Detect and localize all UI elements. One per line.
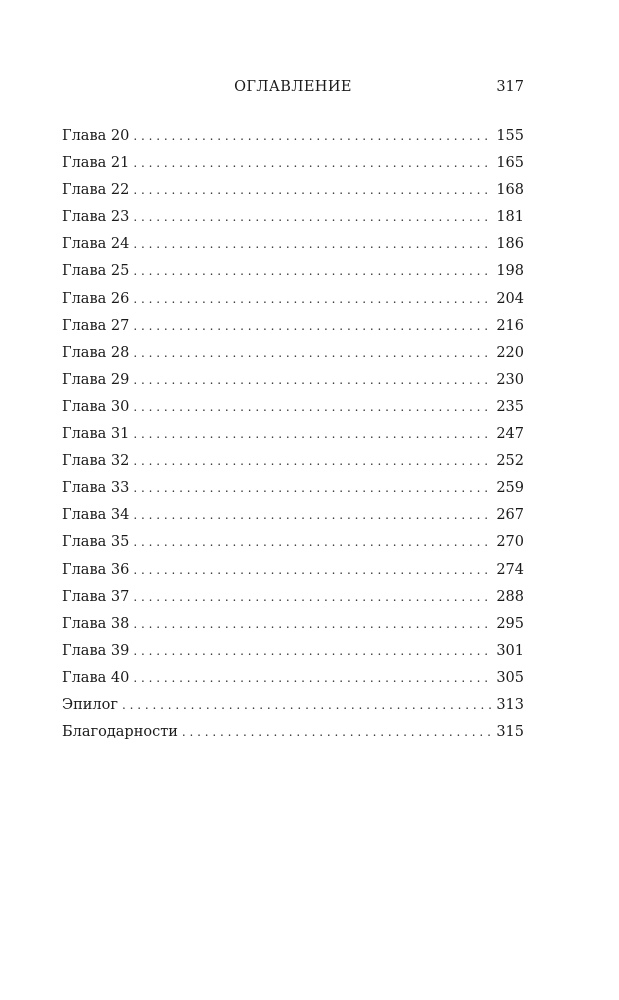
toc-entry-label: Глава 32 [62,453,130,470]
dot-leader [133,611,492,638]
toc-entry-label: Глава 40 [62,669,130,686]
toc-entry [62,557,524,584]
toc-entry-page-number: 204 [496,290,524,307]
toc-entry [62,502,524,529]
toc-entry-page-number: 313 [496,696,524,713]
toc-entry-label: Глава 29 [62,371,130,388]
toc-entry [62,258,524,285]
toc-entry-page-number: 220 [496,344,524,361]
dot-leader [133,448,492,475]
toc-entry-page-number: 270 [496,534,524,551]
toc-entry-label: Глава 30 [62,398,130,415]
page-title: ОГЛАВЛЕНИЕ [234,79,352,95]
toc-entry-page-number: 259 [496,480,524,497]
toc-entry-page-number: 267 [496,507,524,524]
toc-entry [62,150,524,177]
page-number: 317 [496,79,524,95]
toc-entry [62,584,524,611]
dot-leader [133,150,492,177]
toc-entry [62,692,524,719]
toc-entry-label: Глава 25 [62,263,130,280]
dot-leader [133,313,492,340]
toc-entry-page-number: 315 [496,724,524,741]
toc-entry [62,475,524,502]
toc-entry-page-number: 186 [496,236,524,253]
dot-leader [133,340,492,367]
dot-leader [133,529,492,556]
dot-leader [133,367,492,394]
dot-leader [122,692,492,719]
toc-entry [62,421,524,448]
toc-entry [62,394,524,421]
dot-leader [133,584,492,611]
toc-entry [62,340,524,367]
toc-entry [62,719,524,746]
toc-entry-label: Глава 27 [62,317,130,334]
toc-entry-page-number: 295 [496,615,524,632]
toc-entry-label: Глава 23 [62,209,130,226]
toc-entry [62,313,524,340]
toc-entry-page-number: 198 [496,263,524,280]
dot-leader [182,719,492,746]
toc-entry-label: Глава 34 [62,507,130,524]
toc-entry-label: Глава 39 [62,642,130,659]
toc-entry-label: Глава 22 [62,182,130,199]
dot-leader [133,421,492,448]
dot-leader [133,231,492,258]
toc-entry [62,123,524,150]
toc-entry-label: Глава 24 [62,236,130,253]
toc-entry-page-number: 165 [496,155,524,172]
toc-entry [62,638,524,665]
toc-entry-page-number: 252 [496,453,524,470]
toc-entry-label: Глава 21 [62,155,130,172]
toc-entry-page-number: 155 [496,128,524,144]
toc-entry-label: Эпилог [62,696,118,713]
toc-entry-page-number: 168 [496,182,524,199]
toc-entry [62,448,524,475]
table-of-contents [62,123,524,746]
toc-entry-page-number: 230 [496,371,524,388]
toc-entry [62,204,524,231]
toc-entry-label: Глава 35 [62,534,130,551]
toc-entry [62,367,524,394]
dot-leader [133,258,492,285]
toc-entry-page-number: 235 [496,398,524,415]
toc-entry-page-number: 181 [496,209,524,226]
dot-leader [133,204,492,231]
dot-leader [133,557,492,584]
toc-entry [62,529,524,556]
toc-entry-label: Глава 33 [62,480,130,497]
toc-entry-label: Глава 20 [62,128,130,144]
dot-leader [133,665,492,692]
toc-entry-label: Благодарности [62,724,178,741]
toc-entry [62,286,524,313]
toc-entry-label: Глава 28 [62,344,130,361]
toc-entry-page-number: 301 [496,642,524,659]
toc-entry-label: Глава 31 [62,426,130,443]
toc-entry [62,665,524,692]
dot-leader [133,394,492,421]
toc-entry-label: Глава 37 [62,588,130,605]
toc-entry-page-number: 216 [496,317,524,334]
toc-entry-label: Глава 38 [62,615,130,632]
toc-entry [62,611,524,638]
dot-leader [133,475,492,502]
page-header [62,79,524,101]
dot-leader [133,638,492,665]
toc-entry-page-number: 247 [496,426,524,443]
dot-leader [133,502,492,529]
toc-entry-page-number: 274 [496,561,524,578]
toc-entry [62,231,524,258]
dot-leader [133,123,492,150]
dot-leader [133,177,492,204]
toc-entry-page-number: 305 [496,669,524,686]
toc-entry-label: Глава 26 [62,290,130,307]
toc-entry-label: Глава 36 [62,561,130,578]
toc-entry-page-number: 288 [496,588,524,605]
toc-entry [62,177,524,204]
dot-leader [133,286,492,313]
